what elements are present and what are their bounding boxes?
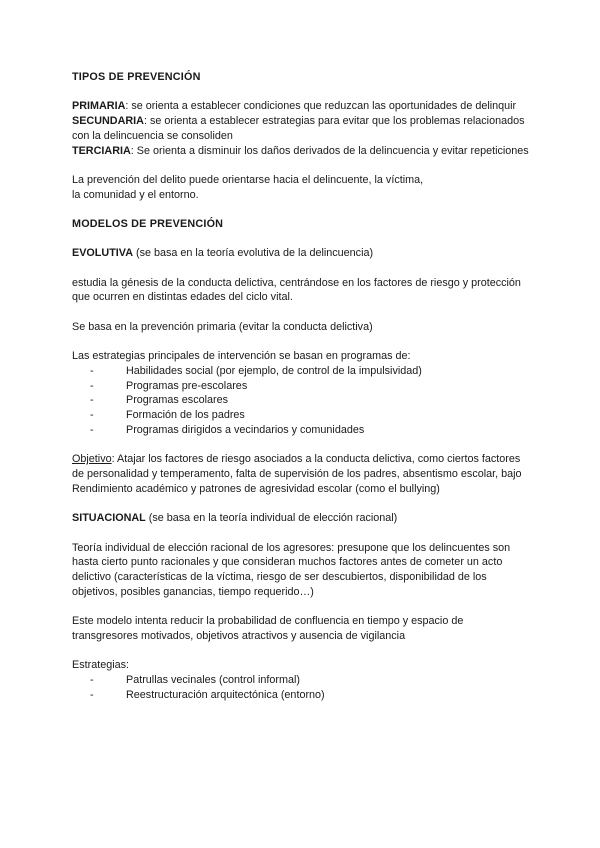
situacional-estrategias-list [72, 673, 532, 703]
primaria-definition [72, 99, 532, 114]
list-item: - Habilidades social (por ejemplo, de control de la impulsividad) [90, 364, 422, 377]
evolutiva-objetivo [72, 452, 532, 496]
evolutiva-estrategias-list [72, 364, 532, 438]
dash-marker: - [90, 394, 94, 407]
primaria-text: : se orienta a establecer condiciones que reduzcan las oportunidades de delinquir [125, 100, 517, 113]
dash-marker: - [90, 688, 94, 701]
terciaria-text: : Se orienta a disminuir los daños derivados de la delincuencia y evitar repeticiones [130, 144, 529, 157]
evolutiva-descripcion: estudia la génesis de la conducta delictiva, centrándose en los factores de riesgo y protección que ocurren en distintas edades del ciclo vital. [72, 276, 521, 304]
list-item: - Programas dirigidos a vecindarios y comunidades [90, 424, 365, 437]
secundaria-text: : se orienta a establecer estrategias para evitar que los problemas relacionados con la delincuencia se consoliden [72, 115, 525, 142]
orientacion-line-2: la comunidad y el entorno. [72, 188, 199, 201]
evolutiva-estrategias-intro: Las estrategias principales de intervención se basan en programas de: [72, 350, 411, 363]
situacional-modelo: Este modelo intenta reducir la probabilidad de confluencia en tiempo y espacio de transgresores motivados, objetivos atractivos y ausencia de vigilancia [72, 615, 464, 643]
list-item: - Programas escolares [90, 394, 229, 407]
situacional-label: SITUACIONAL [72, 512, 146, 525]
terciaria-label: TERCIARIA [72, 144, 131, 157]
dash-marker: - [90, 379, 94, 392]
primaria-label: PRIMARIA [72, 100, 126, 113]
objetivo-text: : Atajar los factores de riesgo asociados a la conducta delictiva, como ciertos factores de personalidad y temperamento, falta de supervisión de los padres, absentismo escolar, bajo Rendimiento académico y patrones de agresividad escolar (como el bullying) [72, 453, 522, 495]
evolutiva-base: Se basa en la prevención primaria (evitar la conducta delictiva) [72, 320, 373, 333]
dash-marker: - [90, 409, 94, 422]
document-page [72, 70, 532, 703]
terciaria-definition [72, 144, 532, 159]
list-item: - Programas pre-escolares [90, 379, 248, 392]
situacional-estrategias-label: Estrategias: [72, 659, 130, 672]
modelos-heading: MODELOS DE PREVENCIÓN [72, 218, 224, 231]
list-item: - Patrullas vecinales (control informal) [90, 674, 301, 687]
dash-marker: - [90, 364, 94, 377]
evolutiva-label: EVOLUTIVA [72, 247, 133, 260]
tipos-heading: TIPOS DE PREVENCIÓN [72, 71, 201, 83]
list-item: - Formación de los padres [90, 409, 245, 422]
dash-marker: - [90, 674, 94, 687]
list-item: - Reestructuración arquitectónica (entorno) [90, 688, 325, 701]
orientacion-line-1: La prevención del delito puede orientarse hacia el delincuente, la víctima, [72, 173, 424, 186]
situacional-teoria: Teoría individual de elección racional de los agresores: presupone que los delincuentes son hasta cierto punto racionales y que consideran muchos factores antes de cometer un acto delictivo (características de la víctima, riesgo de ser descubiertos, disponibilidad de los objetivos, posibles ganancias, tiempo requerido…) [72, 541, 511, 598]
situacional-subtitle: (se basa en la teoría individual de elección racional) [145, 512, 398, 525]
secundaria-definition [72, 114, 532, 144]
situacional-heading [72, 511, 532, 526]
evolutiva-subtitle: (se basa en la teoría evolutiva de la delincuencia) [133, 247, 374, 260]
objetivo-label: Objetivo [72, 453, 112, 466]
dash-marker: - [90, 424, 94, 437]
evolutiva-heading [72, 246, 532, 261]
secundaria-label: SECUNDARIA [72, 115, 144, 128]
